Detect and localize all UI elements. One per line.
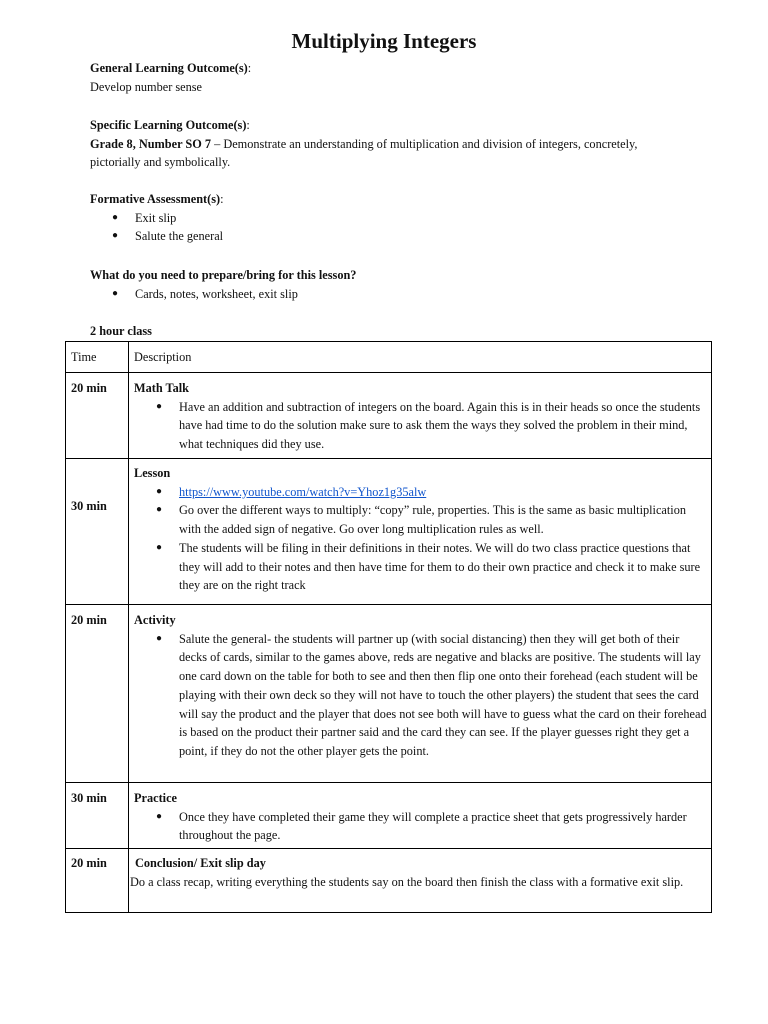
specific-outcome-text: – Demonstrate an understanding of multiplication and division of integers, concretely, pictorially and symbolically. [90,136,638,169]
table-row [66,605,712,783]
row-description [129,783,712,849]
list-item: ● Exit slip [90,209,700,228]
table-header-row [66,342,712,373]
general-outcome-text: Develop number sense [90,79,203,94]
table-row [66,849,712,913]
row-time: 20 min [66,605,129,783]
row-time: 20 min [66,373,129,459]
prepare-section [90,266,700,303]
row-heading: Practice [134,791,178,805]
row-time: 30 min [66,459,129,605]
list-item: ● Go over the different ways to multiply: “copy” rule, properties. This is the same as basic multiplication with the added sign of negative. Go over long multiplication rules as well. [134,501,707,538]
list-item: ● Salute the general [90,227,700,246]
page-title: Multiplying Integers [291,29,477,53]
row-heading: Activity [134,613,176,627]
row-time: 20 min [66,849,129,913]
list-item: ● The students will be filing in their definitions in their notes. We will do two class practice questions that they will add to their notes and then have time for them to do their own practice and check it to make sure they are on the right track [134,539,707,595]
youtube-link[interactable]: https://www.youtube.com/watch?v=Yhoz1g35alw [179,484,427,499]
row-description [129,605,712,783]
row-heading: Math Talk [134,381,190,395]
lesson-plan-table [65,341,712,913]
row-heading: Lesson [134,466,171,480]
row-text: Do a class recap, writing everything the students say on the board then finish the class with a formative exit slip. [130,874,684,889]
class-length: 2 hour class [90,324,152,338]
table-row [66,783,712,849]
formative-assessment-label: Formative Assessment(s) [90,192,221,206]
table-row [66,373,712,459]
formative-assessment-section: Formative Assessment(s): ● Exit slip ● Salute the general [90,190,700,246]
general-outcome-label: General Learning Outcome(s) [90,61,248,75]
specific-outcome-section: Specific Learning Outcome(s): Grade 8, Number SO 7 – Demonstrate an understanding of multiplication and division of integers, concretely, pictorially and symbolically. [90,118,638,169]
row-description [129,459,712,605]
row-time: 30 min [66,783,129,849]
list-item: ● Salute the general- the students will partner up (with social distancing) then they will get both of their decks of cards, similar to the games above, reds are negative and blacks are positive. The students will lay one card down on the table for both to see and then then flip one onto their forehead (each student will be playing with their own deck so they will not have to touch the other players) the student that sees the card will say the product and the player that does not see both will have to guess what the card on their forehead is based on the product their partner said and the card they can see. If the player guesses right they get a point, if they do not the other player gets the point. [134,630,707,761]
specific-outcome-grade: Grade 8, Number SO 7 [90,136,212,151]
specific-outcome-label: Specific Learning Outcome(s) [90,118,247,132]
general-outcome-section: General Learning Outcome(s): Develop number sense [90,59,700,96]
list-item: ● Have an addition and subtraction of integers on the board. Again this is in their heads so once the students have had time to do the solution make sure to ask them the ways they solved the problem in their mind, what techniques did they use. [134,398,707,454]
list-item [134,483,707,502]
header-description: Description [129,342,712,373]
list-item: ● Cards, notes, worksheet, exit slip [90,285,700,304]
row-description [129,373,712,459]
list-item: ● Once they have completed their game they will complete a practice sheet that gets progressively harder throughout the page. [134,808,707,845]
row-description [129,849,712,913]
header-time: Time [66,342,129,373]
table-row [66,459,712,605]
row-heading: Conclusion/ Exit slip day [135,856,266,870]
prepare-label: What do you need to prepare/bring for this lesson? [90,268,357,282]
